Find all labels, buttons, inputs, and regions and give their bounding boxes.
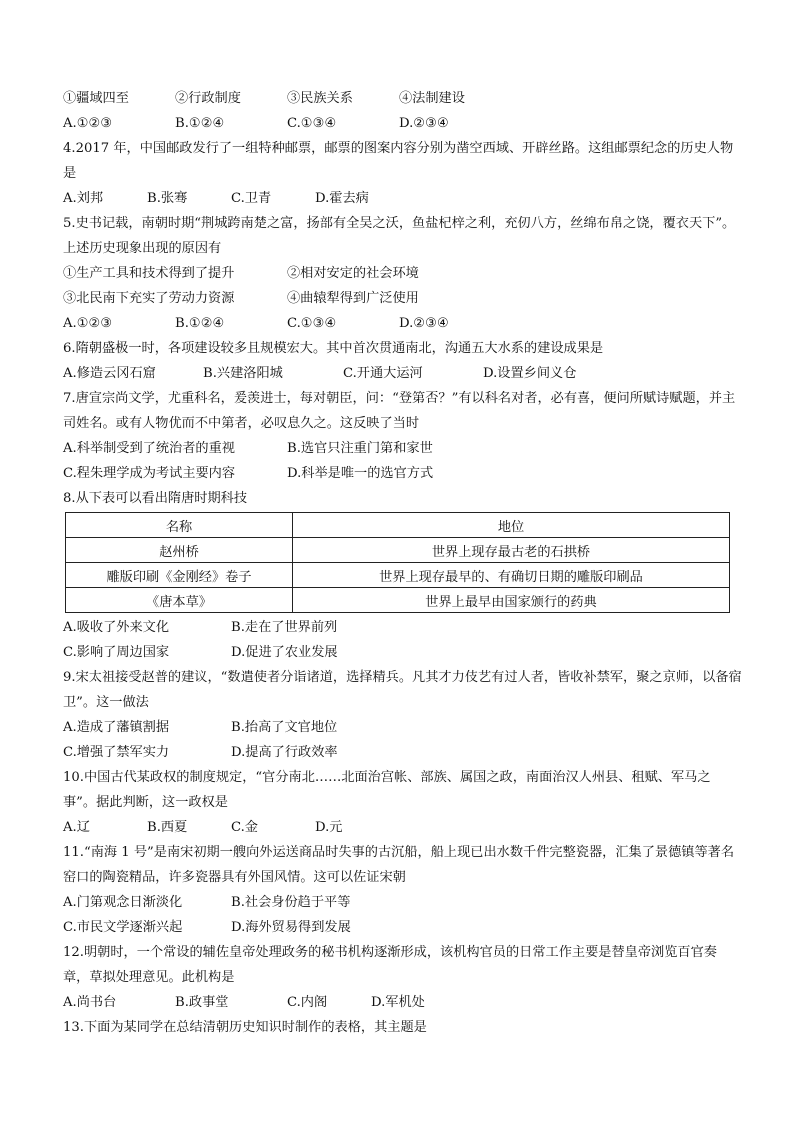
question-5-options (63, 311, 743, 336)
table-row (66, 588, 730, 613)
option-d: D.元 (315, 820, 343, 835)
question-5-items-row2 (63, 286, 743, 311)
option-c: C.开通大运河 (343, 366, 423, 381)
option-d: D.科举是唯一的选官方式 (287, 466, 434, 481)
option-b: B.社会身份趋于平等 (231, 895, 351, 910)
option-a: A.辽 (63, 820, 90, 835)
item: ④曲辕犁得到广泛使用 (287, 291, 419, 306)
option-c: C.影响了周边国家 (63, 645, 170, 660)
question-9-options-row2 (63, 740, 743, 765)
question-11-options-row1 (63, 890, 743, 915)
question-7-options-row2 (63, 461, 743, 486)
option-c: C.①③④ (287, 316, 337, 331)
question-8-stem: 8.从下表可以看出隋唐时期科技 (63, 491, 248, 506)
option-d: D.提高了行政效率 (231, 745, 338, 760)
question-12-options (63, 990, 743, 1015)
option-a: A.修造云冈石窟 (63, 366, 156, 381)
question-6-options (63, 361, 743, 386)
option-b: B.西夏 (147, 820, 188, 835)
option-b: B.走在了世界前列 (231, 620, 338, 635)
option-a: A.①②③ (63, 316, 113, 331)
option-d: D.海外贸易得到发展 (231, 920, 351, 935)
option-c: C.内阁 (287, 995, 328, 1010)
option-d: D.霍去病 (315, 191, 369, 206)
question-4-options (63, 186, 743, 211)
question-7-stem: 7.唐宣宗尚文学，尤重科名，爰羡进士，每对朝臣，问：“登第否？”有以科名对者，必有喜，便问所赋诗赋题，并主司姓名。或有人物优而不中第者，必叹息久之。这反映了当时 (63, 391, 736, 431)
question-8-options-row1 (63, 615, 743, 640)
option-b: B.兴建洛阳城 (203, 366, 283, 381)
option-a: A.刘邦 (63, 191, 104, 206)
question-11-stem: 11.“南海 1 号”是南宋初期一艘向外运送商品时失事的古沉船，船上现已出水数千件完整瓷器，汇集了景德镇等著名窑口的陶瓷精品，许多瓷器具有外国风情。这可以佐证宋朝 (63, 845, 735, 885)
question-5-stem: 5.史书记载，南朝时期“荆城跨南楚之富，扬部有全吴之沃，鱼盐杞梓之利，充仞八方，丝绵布帛之饶，覆衣天下”。上述历史现象出现的原因有 (63, 216, 736, 256)
table-cell: 赵州桥 (66, 538, 293, 563)
table-cell: 雕版印刷《金刚经》卷子 (66, 563, 293, 588)
table-cell: 世界上现存最古老的石拱桥 (293, 538, 730, 563)
option-c: C.增强了禁军实力 (63, 745, 170, 760)
option-d: D.军机处 (371, 995, 425, 1010)
question-5-items-row1 (63, 261, 743, 286)
question-7-options-row1 (63, 436, 743, 461)
table-cell: 世界上现存最早的、有确切日期的雕版印刷品 (293, 563, 730, 588)
item: ①生产工具和技术得到了提升 (63, 266, 235, 281)
item: ④法制建设 (399, 91, 465, 106)
prev-options (63, 111, 743, 136)
table-cell: 世界上最早由国家颁行的药典 (293, 588, 730, 613)
table-row (66, 538, 730, 563)
option-c: C.金 (231, 820, 258, 835)
option-c: C.卫青 (231, 191, 272, 206)
option-b: B.抬高了文官地位 (231, 720, 338, 735)
option-d: D.设置乡间义仓 (483, 366, 577, 381)
option-d: D.②③④ (399, 116, 449, 131)
option-d: D.促进了农业发展 (231, 645, 338, 660)
option-c: C.①③④ (287, 116, 337, 131)
table-header-cell: 名称 (66, 513, 293, 538)
option-a: A.科举制受到了统治者的重视 (63, 441, 235, 456)
item: ②行政制度 (175, 91, 241, 106)
table-row (66, 563, 730, 588)
table-header-cell: 地位 (293, 513, 730, 538)
question-9-stem: 9.宋太祖接受赵普的建议，“数遣使者分诣诸道，选择精兵。凡其才力伎艺有过人者，皆收补禁军，聚之京师，以备宿卫”。这一做法 (63, 670, 742, 710)
question-8-options-row2 (63, 640, 743, 665)
option-b: B.张骞 (147, 191, 188, 206)
table-cell: 《唐本草》 (66, 588, 293, 613)
question-9-options-row1 (63, 715, 743, 740)
option-a: A.①②③ (63, 116, 113, 131)
prev-items (63, 86, 743, 111)
tech-table (65, 512, 730, 613)
question-11-options-row2 (63, 915, 743, 940)
exam-page (63, 86, 743, 1040)
option-a: A.尚书台 (63, 995, 117, 1010)
question-10-stem: 10.中国古代某政权的制度规定，“官分南北……北面治宫帐、部族、属国之政，南面治汉人州县、租赋、军马之事”。据此判断，这一政权是 (63, 770, 711, 810)
table-header-row (66, 513, 730, 538)
item: ③民族关系 (287, 91, 353, 106)
question-6-stem: 6.隋朝盛极一时，各项建设较多且规模宏大。其中首次贯通南北，沟通五大水系的建设成果是 (63, 341, 604, 356)
item: ②相对安定的社会环境 (287, 266, 419, 281)
option-b: B.①②④ (175, 316, 225, 331)
question-13-stem: 13.下面为某同学在总结清朝历史知识时制作的表格，其主题是 (63, 1020, 427, 1035)
question-10-options (63, 815, 743, 840)
item: ③北民南下充实了劳动力资源 (63, 291, 235, 306)
option-b: B.政事堂 (175, 995, 229, 1010)
question-12-stem: 12.明朝时，一个常设的辅佐皇帝处理政务的秘书机构逐渐形成，该机构官员的日常工作主要是替皇帝浏览百官奏章，草拟处理意见。此机构是 (63, 945, 717, 985)
option-c: C.市民文学逐渐兴起 (63, 920, 183, 935)
option-a: A.门第观念日渐淡化 (63, 895, 183, 910)
option-d: D.②③④ (399, 316, 449, 331)
option-a: A.吸收了外来文化 (63, 620, 170, 635)
option-b: B.选官只注重门第和家世 (287, 441, 433, 456)
question-4-stem: 4.2017 年，中国邮政发行了一组特种邮票，邮票的图案内容分别为凿空西域、开辟丝路。这组邮票纪念的历史人物是 (63, 141, 734, 181)
option-c: C.程朱理学成为考试主要内容 (63, 466, 236, 481)
item: ①疆域四至 (63, 91, 129, 106)
option-b: B.①②④ (175, 116, 225, 131)
option-a: A.造成了藩镇割据 (63, 720, 170, 735)
